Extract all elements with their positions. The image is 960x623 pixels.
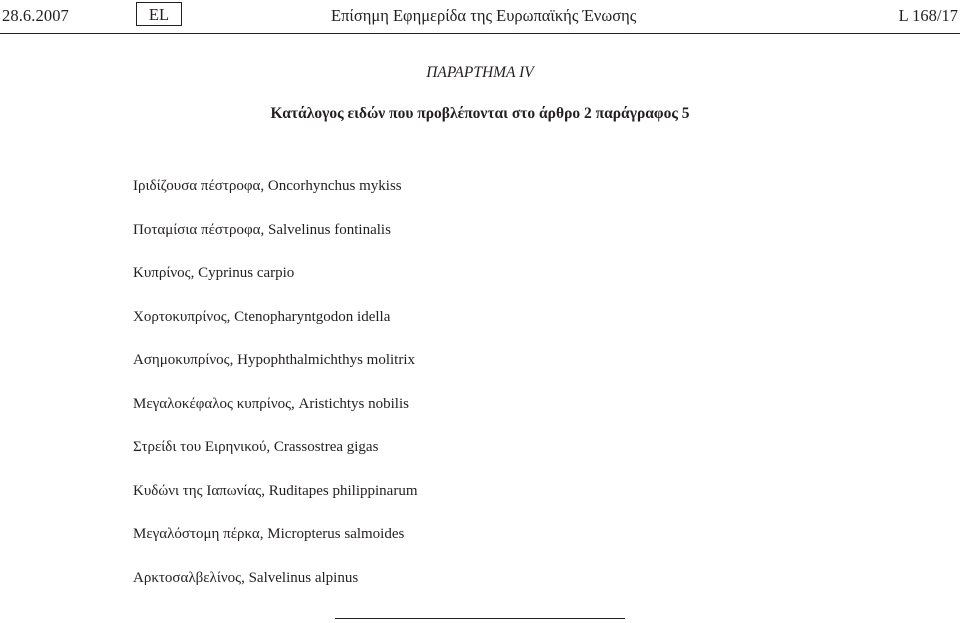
list-item: Κυδώνι της Ιαπωνίας, Ruditapes philippinarum xyxy=(133,482,418,499)
annex-label: ΠΑΡΑΡΤΗΜΑ IV xyxy=(426,64,534,81)
page-reference: L 168/17 xyxy=(898,6,958,25)
list-item: Μεγαλόστομη πέρκα, Micropterus salmoides xyxy=(133,526,405,542)
list-item: Στρείδι του Ειρηνικού, Crassostrea gigas xyxy=(133,439,379,455)
language-code-box: EL xyxy=(136,2,182,26)
end-of-annex-rule xyxy=(335,618,625,619)
annex-title: Κατάλογος ειδών που προβλέπονται στο άρθρο 2 παράγραφος 5 xyxy=(270,105,690,122)
publication-date: 28.6.2007 xyxy=(2,6,69,25)
species-list xyxy=(133,176,417,611)
list-item: Ιριδίζουσα πέστροφα, Oncorhynchus mykiss xyxy=(133,178,402,194)
list-item: Μεγαλοκέφαλος κυπρίνος, Aristichtys nobilis xyxy=(133,395,409,412)
list-item: Αρκτοσαλβελίνος, Salvelinus alpinus xyxy=(133,569,359,586)
header-divider xyxy=(0,33,960,34)
list-item: Ασημοκυπρίνος, Hypophthalmichthys molitrix xyxy=(133,352,416,368)
journal-title: Επίσημη Εφημερίδα της Ευρωπαϊκής Ένωσης xyxy=(331,6,637,25)
list-item: Χορτοκυπρίνος, Ctenopharyntgodon idella xyxy=(133,308,391,325)
list-item: Ποταμίσια πέστροφα, Salvelinus fontinalis xyxy=(133,221,391,238)
list-item: Κυπρίνος, Cyprinus carpio xyxy=(133,265,295,281)
page-header xyxy=(0,0,960,34)
